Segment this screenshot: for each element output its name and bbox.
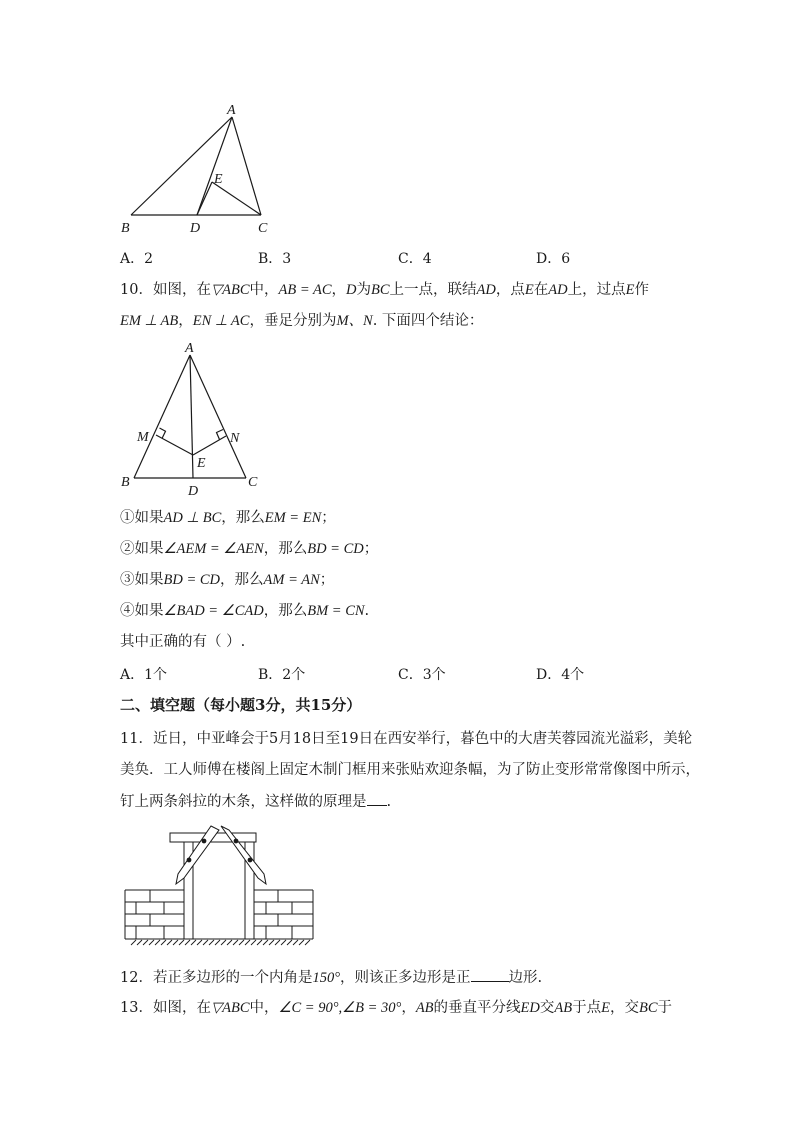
q11-nail-3 — [234, 839, 239, 844]
q11-nail-1 — [202, 839, 207, 844]
q9-label-d: D — [190, 221, 201, 236]
q11-ground-hatch — [131, 940, 310, 945]
q9-triangle-figure — [110, 100, 300, 240]
q10-label-m: M — [137, 430, 149, 445]
q11-door-frame-figure — [120, 820, 320, 950]
q10-option-a: A．1个 — [120, 667, 168, 683]
q12-answer-blank[interactable] — [471, 967, 509, 982]
q10-line-ab — [134, 355, 190, 478]
q10-line-ne — [193, 436, 226, 455]
q10-line2: EM ⊥ AB，EN ⊥ AC，垂足分别为M、N. 下面四个结论： — [120, 313, 484, 329]
q12-line: 12．若正多边形的一个内角是150°，则该正多边形是正 边形. — [120, 967, 542, 988]
q11-nail-4 — [248, 858, 253, 863]
q10-triangle-figure — [115, 335, 275, 500]
q9-line-ac — [232, 117, 261, 215]
q11-answer-blank[interactable] — [367, 791, 387, 806]
q10-statement-1: ①如果AD ⊥ BC，那么EM = EN； — [120, 510, 336, 526]
q10-option-d: D．4个 — [536, 667, 585, 683]
q9-option-d: D．6 — [536, 251, 571, 267]
section-2-title: 二、填空题（每小题3分，共15分） — [120, 696, 362, 714]
q9-line-ad — [197, 117, 232, 215]
q10-label-n: N — [230, 431, 240, 446]
q10-line-me — [156, 435, 193, 455]
q9-label-e: E — [214, 172, 223, 187]
q11-nail-2 — [187, 858, 192, 863]
q13-line1: 13．如图，在▽ABC中，∠C = 90°,∠B = 30°，AB的垂直平分线ED交AB于点E，交BC于 — [120, 1000, 672, 1016]
q9-option-c: C．4 — [398, 251, 432, 267]
q10-question: 其中正确的有（ ）. — [120, 634, 246, 650]
q11-left-wall — [125, 890, 184, 939]
q9-line-de — [197, 182, 212, 215]
q10-label-c: C — [248, 475, 258, 490]
q10-statement-4: ④如果∠BAD = ∠CAD，那么BM = CN. — [120, 603, 370, 619]
q10-option-b: B．2个 — [258, 667, 306, 683]
q10-statement-2: ②如果∠AEM = ∠AEN，那么BD = CD； — [120, 541, 379, 557]
q10-label-a: A — [185, 341, 194, 356]
q10-label-e: E — [197, 456, 206, 471]
q11-right-wall — [254, 890, 313, 939]
q11-line3: 钉上两条斜拉的木条，这样做的原理是 . — [120, 791, 391, 812]
q10-line-ad — [190, 355, 193, 478]
q11-left-brace — [176, 826, 219, 884]
q11-right-brace — [221, 826, 266, 884]
q9-option-a: A．2 — [120, 251, 154, 267]
q10-label-d: D — [188, 484, 199, 499]
q9-label-a: A — [227, 103, 236, 118]
q9-label-c: C — [258, 221, 268, 236]
q10-line1: 10．如图，在▽ABC中，AB = AC，D为BC上一点，联结AD，点E在AD上，过点E作 — [120, 282, 649, 298]
q10-option-c: C．3个 — [398, 667, 446, 683]
q11-line2: 美奂．工人师傅在楼阁上固定木制门框用来张贴欢迎条幅，为了防止变形常常像图中所示， — [120, 762, 700, 778]
q11-line1: 11．近日，中亚峰会于5月18日至19日在西安举行，暮色中的大唐芙蓉园流光溢彩，美轮 — [120, 731, 693, 747]
q9-line-ab — [131, 117, 232, 215]
q10-statement-3: ③如果BD = CD，那么AM = AN； — [120, 572, 335, 588]
q9-option-b: B．3 — [258, 251, 292, 267]
q10-label-b: B — [121, 475, 130, 490]
q9-label-b: B — [121, 221, 130, 236]
